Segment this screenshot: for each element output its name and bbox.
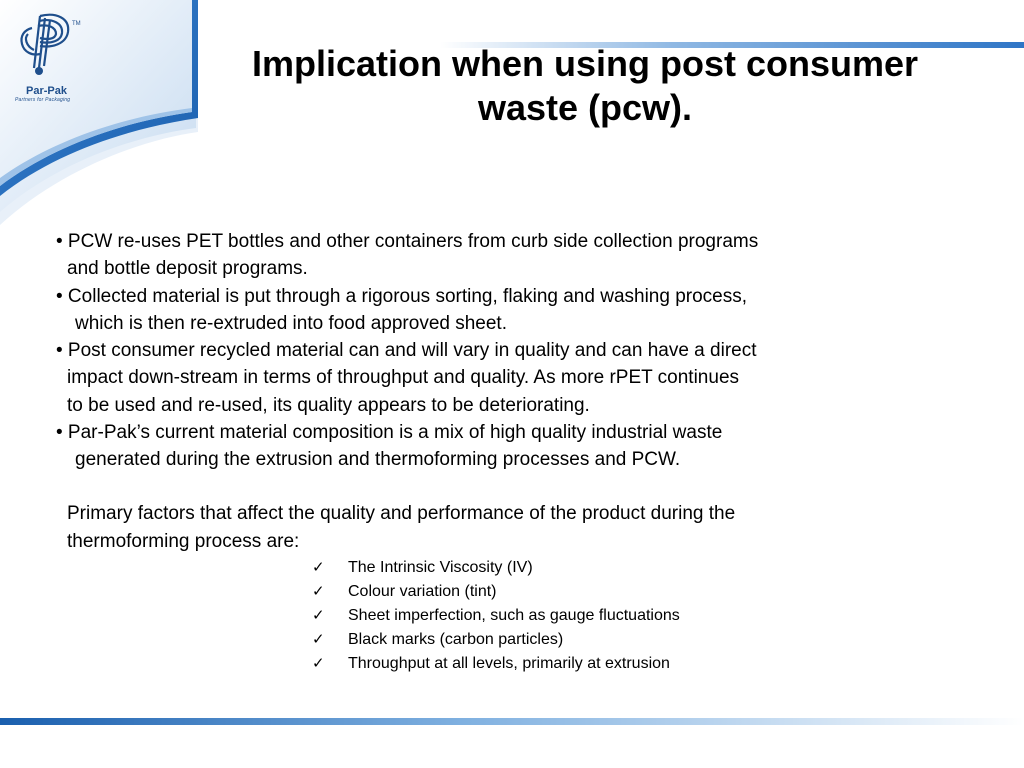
logo-name: Par-Pak [26, 85, 67, 97]
checkmark-icon: ✓ [312, 655, 325, 672]
factors-intro [67, 500, 947, 555]
bullet-1-line-2: and bottle deposit programs. [67, 258, 308, 280]
checklist-item [312, 604, 680, 628]
checklist-item [312, 580, 680, 604]
checkmark-icon: ✓ [312, 607, 325, 624]
slide-title-line-1: Implication when using post consumer [251, 43, 919, 84]
bottom-divider-line [0, 716, 1024, 728]
checklist-item-label: Sheet imperfection, such as gauge fluctuations [348, 607, 680, 624]
factors-intro-line-1: Primary factors that affect the quality and performance of the product during the [67, 503, 736, 524]
par-pak-logo [6, 6, 90, 106]
checkmark-icon: ✓ [312, 631, 325, 648]
bullet-3-line-1: • Post consumer recycled material can and will vary in quality and can have a direct [56, 340, 757, 362]
bullet-4-line-1: • Par-Pak’s current material composition is a mix of high quality industrial waste [56, 422, 723, 444]
bullet-3-line-3: to be used and re-used, its quality appears to be deteriorating. [67, 394, 590, 416]
checklist-item [312, 556, 680, 580]
factors-checklist [312, 556, 680, 676]
slide-title [200, 42, 970, 130]
checklist-item-label: Black marks (carbon particles) [348, 631, 564, 648]
logo-trademark: TM [72, 21, 81, 27]
checkmark-icon: ✓ [312, 583, 325, 600]
checklist-item-label: Colour variation (tint) [348, 583, 497, 600]
bullet-list [56, 228, 956, 474]
bullet-4-line-2: generated during the extrusion and thermoforming processes and PCW. [75, 449, 681, 471]
logo-tagline: Partners for Packaging [15, 97, 71, 103]
bullet-2-line-1: • Collected material is put through a rigorous sorting, flaking and washing process, [56, 285, 748, 307]
par-pak-logo-icon [6, 6, 90, 86]
bullet-1-line-1: • PCW re-uses PET bottles and other containers from curb side collection programs [56, 231, 759, 252]
slide-title-line-2: waste (pcw). [477, 87, 693, 128]
bullet-2-line-2: which is then re-extruded into food approved sheet. [75, 312, 507, 334]
checklist-item [312, 628, 680, 652]
checklist-item [312, 652, 680, 676]
checklist-item-label: Throughput at all levels, primarily at extrusion [348, 655, 670, 672]
checklist-item-label: The Intrinsic Viscosity (IV) [348, 559, 533, 576]
checkmark-icon: ✓ [312, 559, 325, 576]
bullet-3-line-2: impact down-stream in terms of throughput and quality. As more rPET continues [67, 367, 740, 389]
factors-intro-line-2: thermoforming process are: [67, 530, 300, 552]
